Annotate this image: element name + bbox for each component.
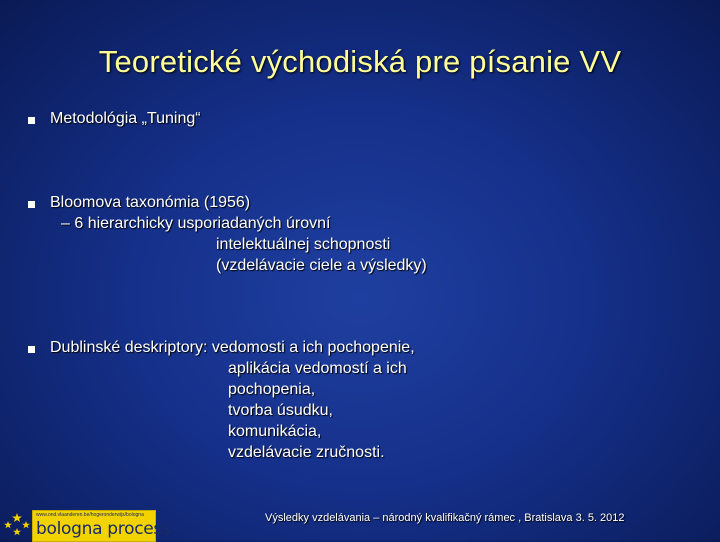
slide-footer: Výsledky vzdelávania – národný kvalifikačný rámec , Bratislava 3. 5. 2012: [265, 512, 625, 524]
bullet-line: tvorba úsudku,: [228, 402, 333, 419]
bullet-marker: [28, 117, 35, 124]
logo-small-text: www.ond.vlaanderen.be/hogeronderwijs/bologna: [36, 512, 144, 518]
bullet-line: (vzdelávacie ciele a výsledky): [216, 257, 427, 274]
bullet-line: pochopenia,: [228, 381, 316, 398]
bullet-line: Bloomova taxonómia (1956): [50, 194, 251, 211]
bullet-line: Dublinské deskriptory: vedomosti a ich pochopenie,: [50, 339, 415, 356]
stars-icon: [4, 512, 30, 538]
bullet-marker: [28, 346, 35, 353]
logo-text: bologna process: [36, 519, 171, 539]
bullet-line: komunikácia,: [228, 423, 322, 440]
bullet-line: – 6 hierarchicky usporiadaných úrovní: [61, 215, 331, 232]
bullet-line: Metodológia „Tuning“: [50, 110, 201, 127]
slide-title: Teoretické východiská pre písanie VV: [98, 44, 622, 79]
bullet-line: aplikácia vedomostí a ich: [228, 360, 407, 377]
logo-box: [32, 510, 171, 542]
bullet-marker: [28, 201, 35, 208]
bullet-bloom: [50, 192, 427, 276]
bullet-metodologia: [50, 108, 201, 129]
bullet-dublin: [50, 337, 415, 463]
bologna-process-logo: [0, 506, 171, 540]
bullet-line: intelektuálnej schopnosti: [216, 236, 391, 253]
bullet-line: vzdelávacie zručnosti.: [228, 444, 385, 461]
